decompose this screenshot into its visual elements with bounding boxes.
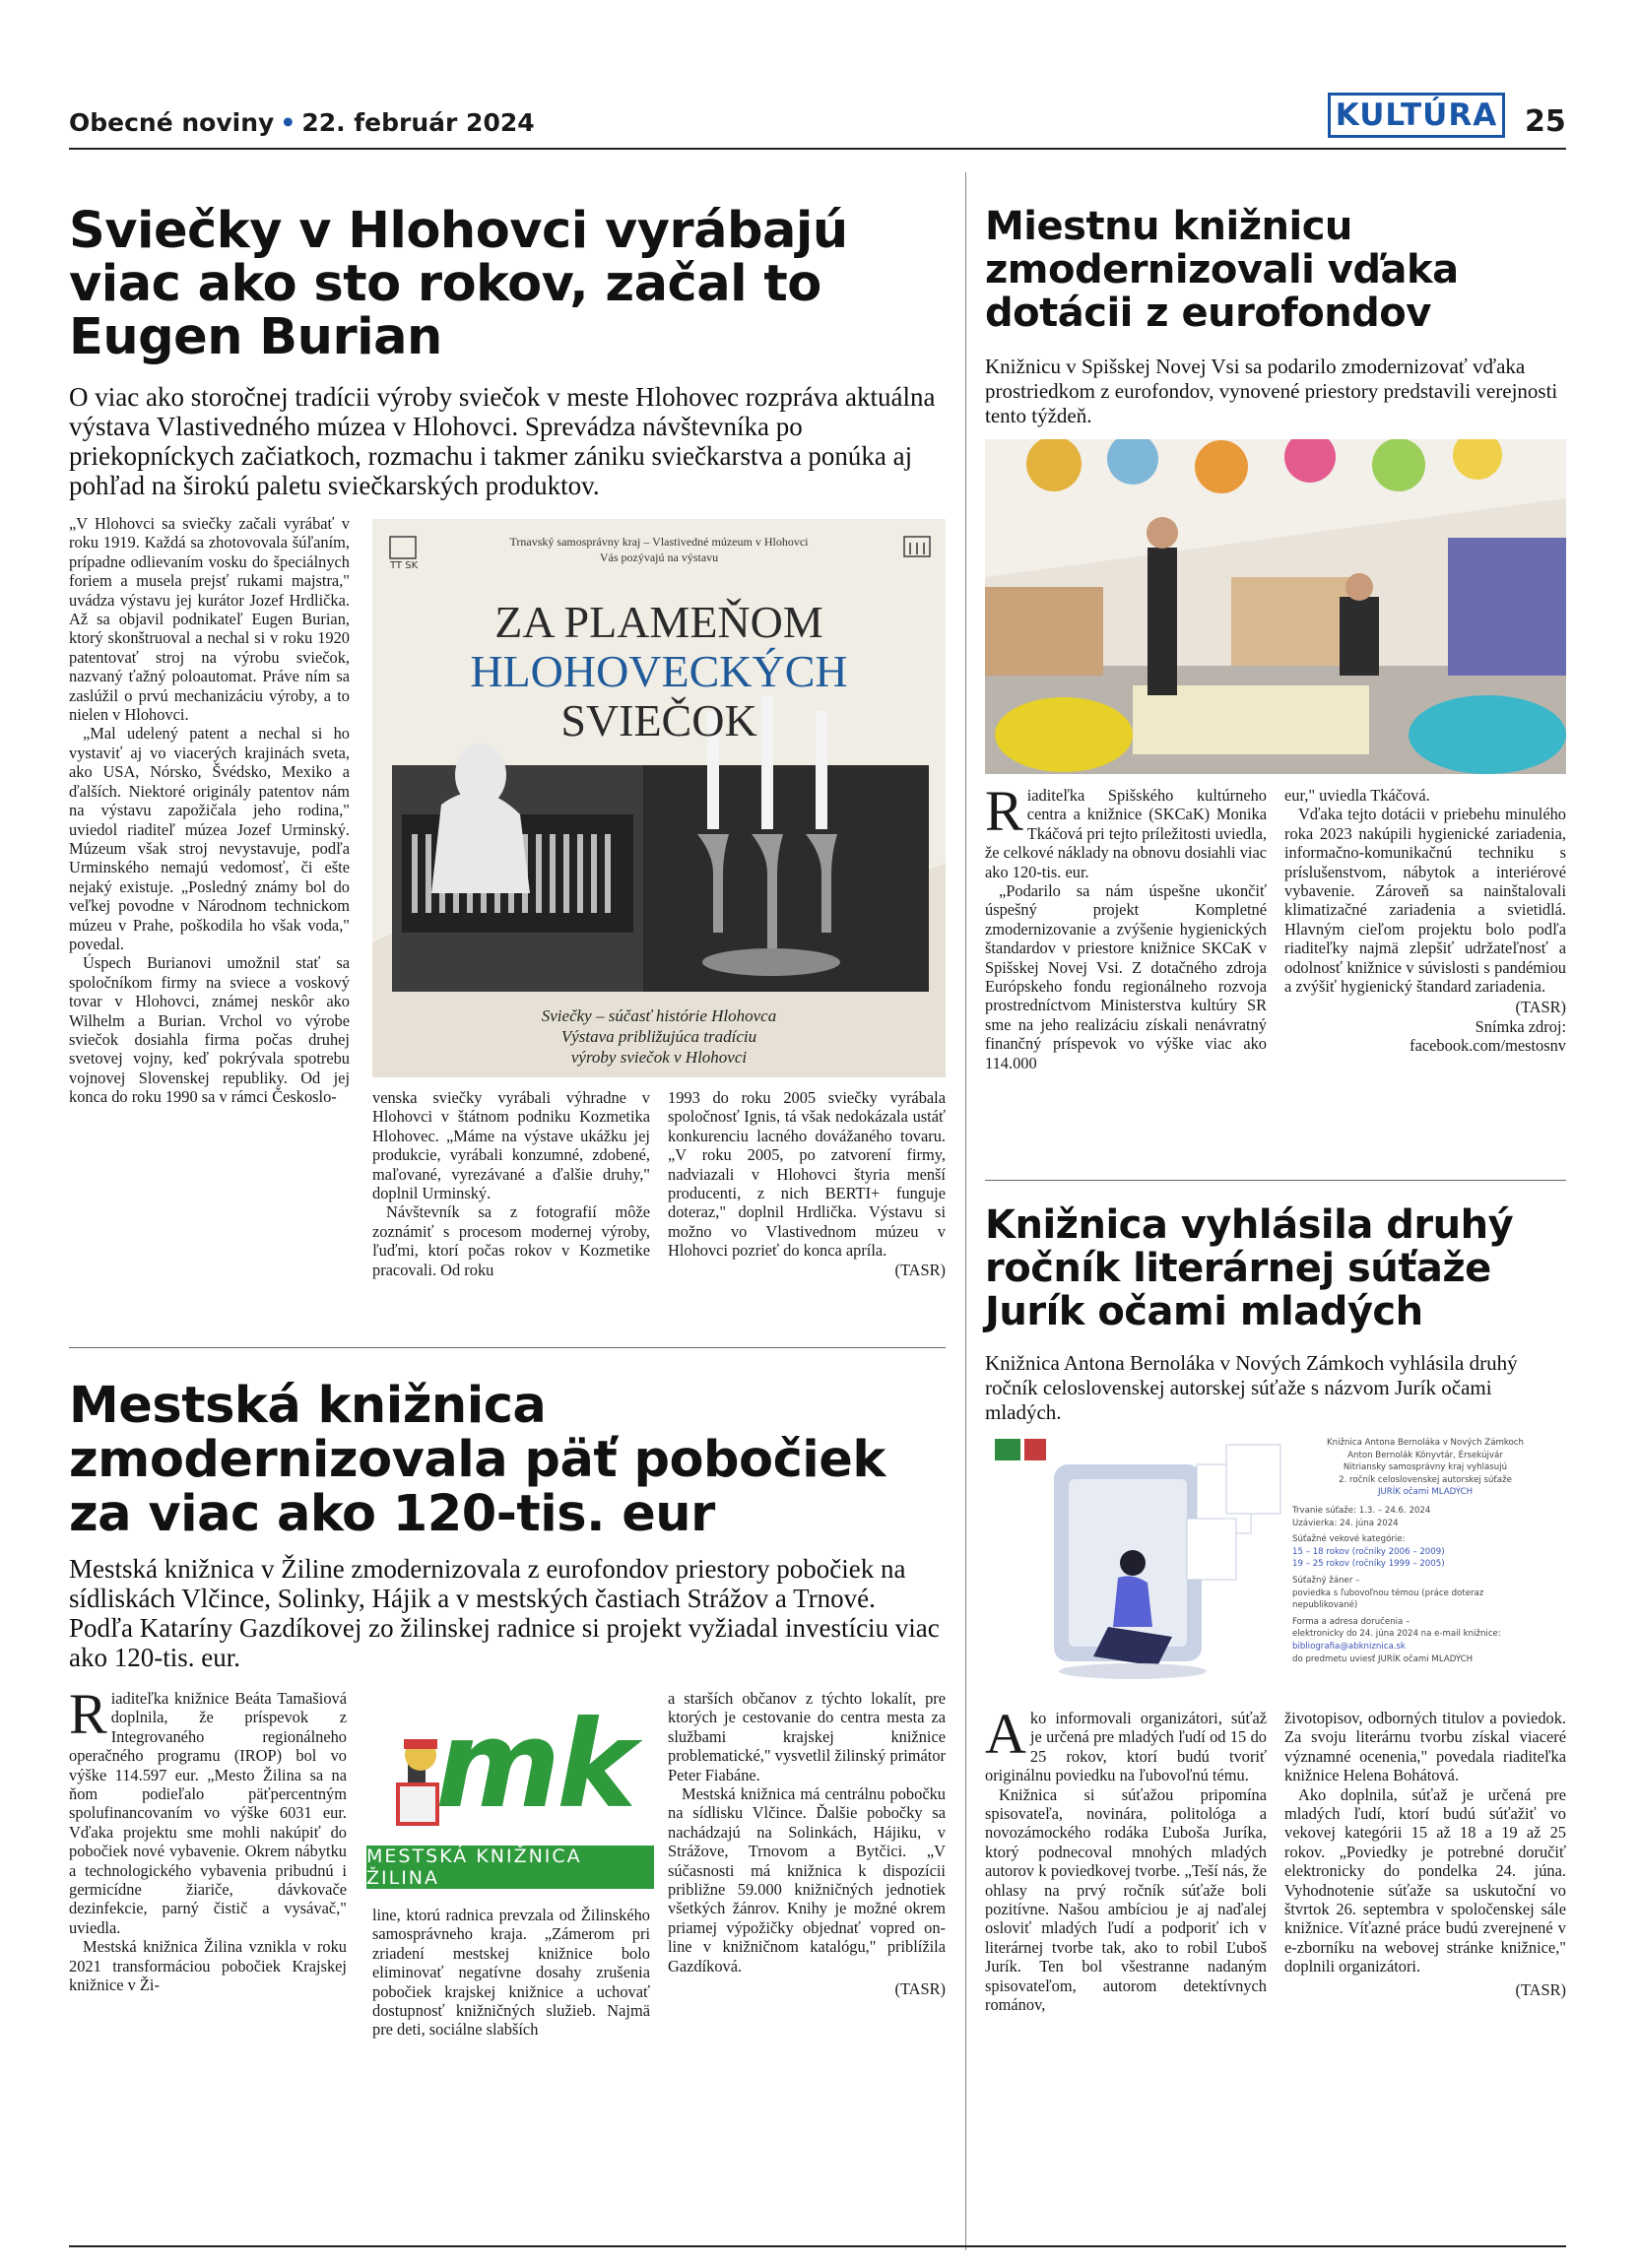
paragraph-text: iaditeľka Spišského kultúrneho centra a knižnice (SKCaK) Monika Tkáčová pri tejto príležitosti uviedla, že celkové náklady na obnovu dosiahli viac ako 120-tis. eur. (985, 786, 1267, 881)
article1-lead: O viac ako storočnej tradícii výroby sviečok v meste Hlohovec rozpráva aktuálna výstava Vlastivedného múzea v Hlohovci. Sprevádza návštevníka po priekopníckych začiatkoch, rozmachu i takmer zániku sviečkarstva a ponúka aj pohľad na širokú paletu sviečkarských produktov. (69, 382, 936, 500)
paragraph: Mestská knižnica má centrálnu pobočku na sídlisku Vlčince. Ďalšie pobočky sa nachádzajú na Solinkách, Hájiku, v Strážove, Trnovom a Bytčici. „V súčasnosti má knižnica k dispozícii približne 59.000 knižničných jednotiek všetkých žánrov. Knihy je možné okrem priamej výpožičky objednať vopred on-line v knižničnom katalógu," priblížila Gazdíková. (668, 1784, 946, 1976)
library-photo (985, 439, 1566, 774)
poster-line: Súťažné vekové kategórie: (1292, 1534, 1406, 1545)
section-tag[interactable]: KULTÚRA (1328, 93, 1505, 138)
paragraph: „Mal udelený patent a nechal si ho vystaviť aj vo viacerých krajinách sveta, ako USA, Nórsko, Švédsko, Mexiko a ďalších. Niektoré originály patentov nám na výstavu zapožičala jeho rodina," uviedol riaditeľ múzea Jozef Urminský. Múzeum však stroj nevystavuje, podľa Urminského nemajú vedomosť, či ešte nejaký existuje. „Posledný známy bol do veľkej povodne v Národnom technickom múzeu v Prahe, poškodila ho však voda," povedal. (69, 724, 350, 953)
article3-col1 (985, 1709, 1267, 2236)
poster-line: poviedka s ľubovoľnou témou (práce doteraz (1292, 1588, 1484, 1598)
poster-line: 19 – 25 rokov (ročníky 1999 – 2005) (1292, 1559, 1445, 1570)
paragraph: 1993 do roku 2005 sviečky vyrábala spoločnosť Ignis, tá však nedokázala ustáť konkurenciu lacného dovážaného tovaru. „V roku 2005, po zatvorení firmy, nadviazali v Hlohovci štyria menší producenti, z nich BERTI+ funguje doteraz," doplnil Hrdlička. Výstavu si možno vo Vlastivednom múzeu v Hlohovci pozrieť do konca apríla. (668, 1088, 946, 1261)
separator-dot: • (280, 108, 296, 137)
credit: (TASR) (894, 1979, 946, 1999)
article3-title: Knižnica vyhlásila druhý ročník literárnej súťaže Jurík očami mladých (985, 1202, 1514, 1334)
masthead (69, 108, 535, 137)
paragraph (985, 786, 1267, 881)
logo-text: MESTSKÁ KNIŽNICA ŽILINA (366, 1846, 654, 1889)
logo-mark: mk (435, 1695, 633, 1835)
poster-line: nepublikované) (1292, 1600, 1358, 1611)
page-number: 25 (1525, 104, 1566, 139)
paragraph: Ako doplnila, súťaž je určená pre mladých ľudí, ktorí budú súťažiť vo vekovej kategórii 15 až 18 a 19 až 25 rokov. „Poviedky je potrebné doručiť elektronicky do pondelka 24. júna. Vyhodnotenie súťaže sa uskutoční vo štvrtok 26. septembra v spoločenskej sále knižnice. Víťazné práce budú zverejnené v e-zborníku na webovej stránke knižnice," doplnili organizátori. (1284, 1784, 1566, 1976)
article3-lead: Knižnica Antona Bernoláka v Nových Zámkoch vyhlásila druhý ročník celoslovenskej autorskej súťaže s názvom Jurík očami mladých. (985, 1351, 1518, 1424)
poster-line: elektronicky do 24. júna 2024 na e-mail knižnice: (1292, 1629, 1501, 1640)
article1-col1 (69, 514, 350, 1339)
poster-title1: ZA PLAMEŇOM (494, 597, 823, 647)
contest-poster-text (1292, 1437, 1558, 1665)
paragraph (69, 1689, 347, 1937)
poster-line: Forma a adresa doručenia – (1292, 1616, 1410, 1627)
paragraph: Vďaka tejto dotácii v priebehu minulého roka 2023 nakúpili hygienické zariadenia, informačno-komunikačnú techniku s príslušenstvom, nábytok a interiérové vybavenie. Zároveň sa nainštalovali klimatizačné zariadenia a svietidlá. Hlavným cieľom projektu bolo podľa riaditeľky najmä zlepšiť udržateľnosť a odolnosť knižnice v súvislosti s pandémiou a zvýšiť hygienický štandard zariadenia. (1284, 805, 1566, 997)
article1-title: Sviečky v Hlohovci vyrábajú viac ako sto rokov, začal to Eugen Burian (69, 202, 848, 366)
poster-line: Uzávierka: 24. júna 2024 (1292, 1518, 1399, 1528)
paragraph: line, ktorú radnica prevzala od Žilinského samosprávneho kraja. „Zámerom pri zriadení mestskej knižnice bolo eliminovať negatívne dosahy zrušenia pobočiek krajskej knižnice a uchovať dostupnosť knižničných služieb. Najmä pre deti, sociálne slabších (372, 1906, 650, 2040)
article1-bottom-rule (69, 1347, 946, 1348)
paragraph: „Podarilo sa nám úspešne ukončiť úspešný projekt Kompletné zmodernizovanie a zvýšenie hygienických štandardov v priestore knižnice SKCaK v Spišskej Novej Vsi. Z dotačného zdroja Európskeho fondu regionálneho rozvoja prostredníctvom Ministerstva kultúry SR sme na jeho realizáciu získali nenávratný finančný príspevok vo výške viac ako 114.000 (985, 881, 1267, 1072)
poster-sub2: Výstava približujúca tradíciu (560, 1027, 757, 1046)
article1-col2 (372, 1088, 650, 1339)
poster-line: 2. ročník celoslovenskej autorskej súťaže (1339, 1474, 1512, 1485)
article2-col2 (1284, 786, 1566, 1170)
article2-lead: Knižnicu v Spišskej Novej Vsi sa podarilo zmodernizovať vďaka prostriedkom z eurofondov, vynovené priestory predstavili verejnosti tento týždeň. (985, 355, 1558, 427)
poster-logo-text: TT SK (390, 560, 419, 571)
poster-line: JURÍK očami MLADÝCH (1377, 1487, 1474, 1498)
footer-rule (69, 2245, 1566, 2247)
paragraph: životopisov, odborných titulov a poviedok. Za svoju literárnu tvorbu získal viaceré významné ocenenia," povedala riaditeľka knižnice Helena Bohátová. (1284, 1709, 1566, 1785)
photo-credit-label: Snímka zdroj: (1475, 1016, 1566, 1036)
poster-title3: SVIEČOK (560, 695, 757, 745)
library-logo (366, 1695, 654, 1893)
poster-line: do predmetu uviesť JURÍK očami MLADÝCH (1292, 1653, 1474, 1664)
article2-col1 (985, 786, 1267, 1170)
paragraph: „V Hlohovci sa sviečky začali vyrábať v roku 1919. Každá sa zhotovovala šúľaním, prípadne odlievaním vosku do špeciálnych foriem a musela prejsť rukami majstra," uvádza výstavu jej kurátor Jozef Hrdlička. Až sa objavil podnikateľ Eugen Burian, ktorý skonštruoval a nechal si v roku 1920 patentovať stroj na výrobu sviečok, nazvaný ťažný poloautomat. Práve ním sa zaslúžil o prvú mechanizáciu výroby, a to nielen v Hlohovci. (69, 514, 350, 725)
paragraph: Mestská knižnica Žilina vznikla v roku 2021 transformáciou pobočiek Krajskej knižnice v Ži- (69, 1937, 347, 1995)
photo-credit-source[interactable]: facebook.com/mestosnv (1410, 1036, 1566, 1056)
paragraph (985, 1709, 1267, 1785)
credit: (TASR) (894, 1260, 946, 1279)
contest-poster (985, 1425, 1566, 1696)
article2-bottom-rule (985, 1180, 1566, 1181)
paragraph: Knižnica si súťažou pripomína spisovateľa, novinára, politológa a novozámockého rodáka Ľuboša Juríka, ktorý podnecoval mnohých mladých autorov k poviedkovej tvorbe. „Teší nás, že ohlasy na prvý ročník súťaže boli pozitívne. Našou ambíciou je aj naďalej osloviť mladých ľudí a podporiť ich v literárnej tvorbe tak, ako to robil Ľuboš Jurík. Ten bol všestranne nadaným spisovateľom, autorom detektívnych románov, (985, 1784, 1267, 2015)
poster-line: Súťažný žáner – (1292, 1575, 1360, 1586)
paragraph-text: ko informovali organizátori, súťaž je určená pre mladých ľudí od 15 do 25 rokov, ktorí budú tvoriť originálnu poviedku na ľubovoľnú tému. (985, 1709, 1267, 1785)
poster-line: Knižnica Antona Bernoláka v Nových Zámkoch (1327, 1438, 1524, 1448)
poster-line: bibliografia@abkniznica.sk (1292, 1641, 1406, 1652)
credit: (TASR) (1515, 1979, 1566, 1999)
paragraph: eur," uviedla Tkáčová. (1284, 786, 1430, 805)
library-photo-graphic (985, 439, 1566, 774)
poster-title2: HLOHOVECKÝCH (470, 646, 848, 696)
article3-col2 (1284, 1709, 1566, 2236)
article4-col3 (668, 1689, 946, 2236)
paragraph-text: iaditeľka knižnice Beáta Tamašiová doplnila, že príspevok z Integrovaného regionálneho operačného programu (IROP) bol vo výške 114.597 eur. „Mesto Žilina sa na ňom podieľalo päťpercentným spolufinancovaním vo výške 6031 eur. Vďaka projektu sme mohli nakúpiť do pobočiek nové vybavenie. Okrem nábytku a technologického vybavenia pribudnú i germicídne žiariče, dávkovače dezinfekcie, parný čistič a vysávač," uviedla. (69, 1689, 347, 1937)
poster-sub3: výroby sviečok v Hlohovci (570, 1048, 748, 1067)
poster-line: 15 – 18 rokov (ročníky 2006 – 2009) (1292, 1546, 1445, 1557)
paragraph: a starších občanov z týchto lokalít, pre ktorých je cestovanie do centra mesta za službami krajskej knižnice problematické," vysvetlil žilinský primátor Peter Fiabáne. (668, 1689, 946, 1784)
paragraph: Návštevník sa z fotografií môže zoznámiť s procesom modernej výroby, ľuďmi, ktorí počas rokov v Kozmetike pracovali. Od roku (372, 1202, 650, 1279)
article2-title: Miestnu knižnicu zmodernizovali vďaka dotácii z eurofondov (985, 204, 1459, 336)
poster-header-line2: Vás pozývajú na výstavu (599, 551, 719, 564)
header-rule (69, 148, 1566, 150)
poster-line: Nitriansky samosprávny kraj vyhlasujú (1343, 1462, 1508, 1473)
article1-col3 (668, 1088, 946, 1339)
paragraph: Úspech Burianovi umožnil stať sa spoločníkom firmy na sviece a voskový tovar v Hlohovci, známej neskôr ako Wilhelm a Burian. Vrchol vo výrobe sviečok dosiahla firma počas druhej svetovej vojny, keď pokrývala spotrebu vojnovej Slovenskej republiky. Od jej konca do roku 1990 sa v rámci Českoslo- (69, 953, 350, 1107)
poster-header-line1: Trnavský samosprávny kraj – Vlastivedné múzeum v Hlohovci (509, 535, 809, 549)
article4-lead: Mestská knižnica v Žiline zmodernizovala z eurofondov priestory pobočiek na sídliskách Vlčince, Solinky, Hájik a v mestských častiach Strážov a Trnové. Podľa Kataríny Gazdíkovej zo žilinskej radnice si projekt vyžiadal investíciu viac ako 120-tis. eur. (69, 1554, 940, 1672)
exhibition-poster (372, 519, 946, 1077)
article4-title: Mestská knižnica zmodernizovala päť pobočiek za viac ako 120-tis. eur (69, 1377, 886, 1543)
dropcap: R (69, 1689, 107, 1746)
article4-col1 (69, 1689, 347, 2236)
poster-sub1: Sviečky – súčasť histórie Hlohovca (541, 1006, 777, 1025)
dropcap: R (985, 786, 1023, 843)
article4-col2 (372, 1906, 650, 2236)
dropcap: A (985, 1709, 1026, 1766)
paragraph: venska sviečky vyrábali výhradne v Hlohovci v štátnom podniku Kozmetika Hlohovec. „Máme na výstave ukážku jej produkcie, vyrábali konzumné, zdobené, maľované, vyrezávané a ďalšie druhy," doplnil Urminský. (372, 1088, 650, 1203)
credit: (TASR) (1515, 998, 1566, 1017)
publication-name: Obecné noviny (69, 108, 275, 137)
issue-date: 22. február 2024 (301, 108, 535, 137)
poster-line: Anton Bernolák Könyvtár, Érsekújvár (1347, 1450, 1503, 1460)
poster-line: Trvanie súťaže: 1.3. – 24.6. 2024 (1292, 1505, 1431, 1516)
column-divider (965, 172, 966, 2250)
